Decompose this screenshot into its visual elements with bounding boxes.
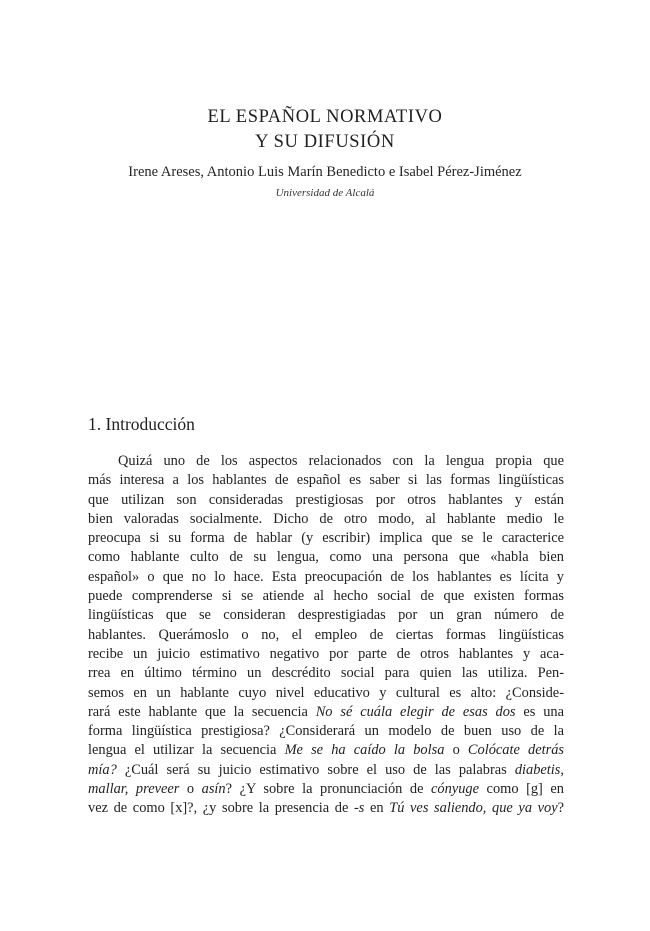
paragraph-line-text [88,627,564,643]
paragraph-line-text [88,588,564,604]
paragraph-line [88,568,564,587]
authors-line: Irene Areses, Antonio Luis Marín Benedicto e Isabel Pérez-Jiménez [128,164,522,180]
text-run: ? [557,800,565,817]
paragraph-line [88,587,564,606]
paragraph-line-text [88,685,564,701]
paragraph-line-text [88,530,564,546]
text-run: preocupa si su forma de hablar (y escribir) implica que se le caracterice [88,530,564,547]
paragraph-line [88,471,564,490]
italic-example: -s [353,800,365,817]
paragraph-line-text [88,800,564,816]
paragraph-line-text [88,607,564,623]
paragraph-line-text [88,762,564,778]
text-run: en [364,800,390,817]
text-run: ? ¿Y sobre la pronunciación de [225,781,432,798]
italic-example: mía? [88,761,117,778]
paragraph-line-text [88,665,564,681]
text-run: recibe un juicio estimativo negativo por parte de otros hablantes y aca- [88,645,564,662]
paragraph-line [88,664,564,683]
paragraph-line [88,491,564,510]
paragraph-line-text [88,781,564,797]
text-run: español» o que no lo hace. Esta preocupación de los hablantes es lícita y [88,568,564,585]
text-run: forma lingüística prestigiosa? ¿Considerará un modelo de buen uso de la [88,723,564,740]
paragraph-line [88,645,564,664]
paragraph-line-text [88,472,564,488]
italic-example: mallar, preveer [88,781,180,798]
text-run: bien valoradas socialmente. Dicho de otro modo, al hablante medio le [88,510,564,527]
paragraph-line [88,548,564,567]
paragraph-line [88,606,564,625]
paragraph-line-text [118,453,564,469]
article-title-line-1: EL ESPAÑOL NORMATIVO [207,107,443,127]
paragraph-line [88,780,564,799]
paragraph-line-text [88,723,564,739]
text-run: lengua el utilizar la secuencia [88,742,285,759]
italic-example: Me se ha caído la bolsa [284,742,445,759]
paragraph-line [88,452,564,471]
text-run: rará este hablante que la secuencia [88,703,316,720]
paragraph-line-text [88,492,564,508]
paragraph-line [88,703,564,722]
paragraph-line [88,761,564,780]
paragraph-line-text [88,646,564,662]
text-run: hablantes. Querámoslo o no, el empleo de ciertas formas lingüísticas [88,626,564,643]
text-run: vez de como [x]?, ¿y sobre la presencia de [88,800,354,817]
affiliation: Universidad de Alcalá [275,187,375,199]
text-run: semos en un hablante cuyo nivel educativo y cultural es alto: ¿Conside- [88,684,564,701]
paragraph-line-text [88,704,564,720]
text-run: es una [515,703,564,720]
text-run: o [444,742,468,759]
section-heading: 1. Introducción [88,414,195,434]
paragraph-line [88,529,564,548]
text-run: que utilizan son consideradas prestigiosas por otros hablantes y están [88,491,564,508]
italic-example: asín [201,781,226,798]
text-run: más interesa a los hablantes de español es saber si las formas lingüísticas [88,472,564,489]
italic-example: diabetis, [514,761,564,778]
italic-example: No sé cuála elegir de esas dos [315,703,516,720]
paragraph-line [88,510,564,529]
italic-example: cónyuge [431,781,479,798]
paragraph-line [88,799,564,818]
text-run: Quizá uno de los aspectos relacionados con la lengua propia que [118,453,564,469]
paragraph-line-text [88,511,564,527]
text-run: puede comprenderse si se atiende al hecho social de que existen formas [88,588,564,605]
paragraph-line-text [88,569,564,585]
italic-example: Colócate detrás [467,742,565,759]
article-title-line-2: Y SU DIFUSIÓN [255,132,395,152]
italic-example: Tú ves saliendo, que ya voy [389,800,558,817]
text-run: rrea en último término un descrédito social para quien las utiliza. Pen- [88,665,564,682]
text-run: ¿Cuál será su juicio estimativo sobre el uso de las palabras [116,761,515,778]
paragraph-line [88,626,564,645]
introduction-paragraph [88,452,564,819]
paragraph-line-text [88,742,564,758]
paragraph-line [88,684,564,703]
paragraph-line [88,722,564,741]
text-run: lingüísticas que se consideran desprestigiadas por un gran número de [88,607,564,624]
paragraph-line [88,741,564,760]
paragraph-line-text [88,549,564,565]
text-run: como [g] en [479,781,564,798]
text-run: o [179,781,202,798]
text-run: como hablante culto de su lengua, como una persona que «habla bien [88,549,564,566]
